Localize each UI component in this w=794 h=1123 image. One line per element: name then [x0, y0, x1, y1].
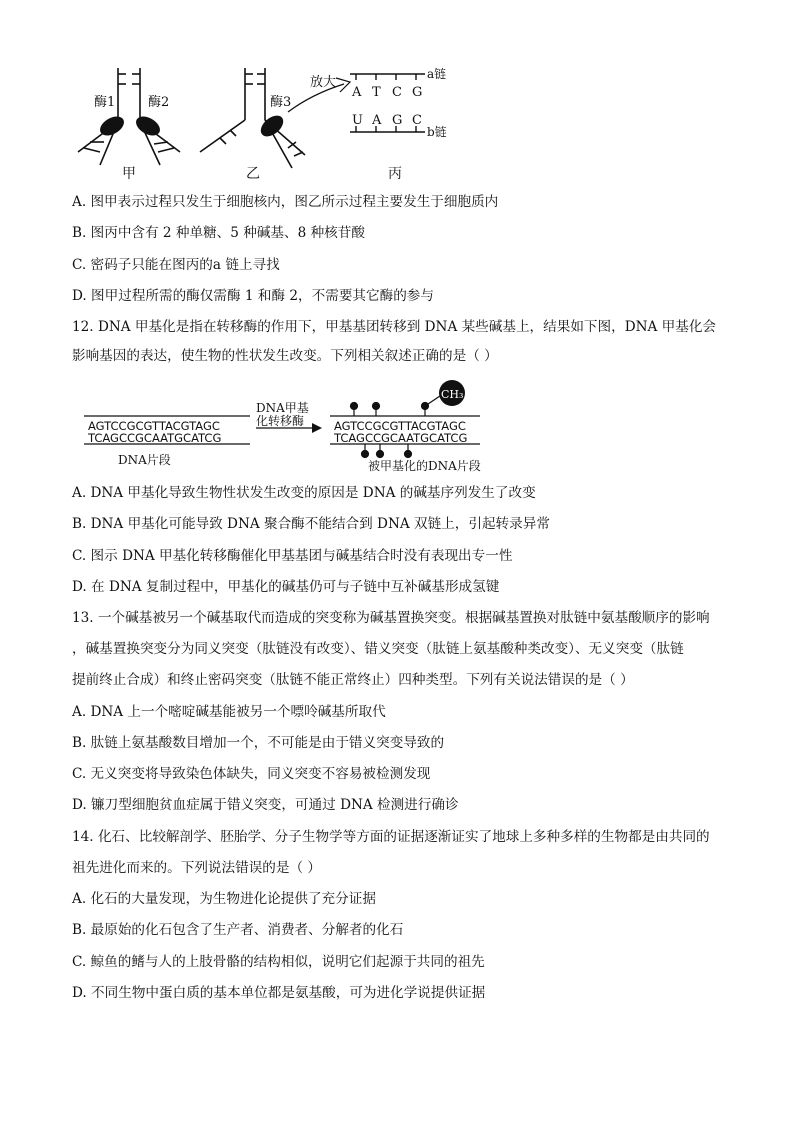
- right-seq-top: AGTCCGCGTTACGTAGC: [334, 419, 466, 433]
- left-seq-bottom: TCAGCCGCAATGCATCG: [88, 431, 222, 445]
- figure-yi: [200, 68, 305, 168]
- arrow-label-2: 化转移酶: [256, 414, 305, 428]
- q14-stem-line2: 祖先进化而来的。下列说法错误的是（ ）: [72, 860, 322, 876]
- strand-b-base-3: G: [392, 113, 403, 128]
- strand-a-base-2: T: [372, 85, 381, 100]
- dna-fragment-label: DNA片段: [118, 453, 171, 467]
- q14-option-a: A. 化石的大量发现，为生物进化论提供了充分证据: [72, 891, 376, 907]
- dna-methylation-figure: [82, 378, 502, 478]
- q12-option-a: A. DNA 甲基化导致生物性状发生改变的原因是 DNA 的碱基序列发生了改变: [72, 485, 536, 501]
- q13-option-b: B. 肽链上氨基酸数目增加一个，不可能是由于错义突变导致的: [72, 735, 445, 751]
- magnify-label: 放大: [310, 75, 337, 90]
- q13-stem-line1: 13. 一个碱基被另一个碱基取代而造成的突变称为碱基置换突变。根据碱基置换对肽链中氨基酸顺序的影响: [72, 610, 710, 626]
- strand-a-base-4: G: [412, 85, 423, 100]
- caption-jia: 甲: [122, 166, 136, 182]
- arrow-label-1: DNA甲基: [256, 401, 309, 415]
- figure-jia: [78, 68, 180, 165]
- strand-b-base-4: C: [412, 113, 422, 128]
- q14-stem-line1: 14. 化石、比较解剖学、胚胎学、分子生物学等方面的证据逐渐证实了地球上多种多样的生物都是由共同的: [72, 829, 710, 845]
- q11-option-b: B. 图丙中含有 2 种单糖、5 种碱基、8 种核苷酸: [72, 225, 365, 241]
- q14-option-c: C. 鲸鱼的鳍与人的上肢骨骼的结构相似，说明它们起源于共同的祖先: [72, 954, 485, 970]
- methyl-marks-top: [351, 396, 441, 416]
- enzyme1-label: 酶1: [94, 95, 116, 110]
- strand-a-base-3: C: [392, 85, 402, 100]
- caption-bing: 丙: [388, 166, 402, 182]
- strand-b-label: b链: [427, 125, 447, 139]
- q13-option-c: C. 无义突变将导致染色体缺失，同义突变不容易被检测发现: [72, 766, 431, 782]
- q12-option-c: C. 图示 DNA 甲基化转移酶催化甲基基团与碱基结合时没有表现出专一性: [72, 548, 513, 564]
- strand-b-base-2: A: [372, 113, 382, 128]
- q13-option-a: A. DNA 上一个嘧啶碱基能被另一个嘌呤碱基所取代: [72, 704, 386, 720]
- replication-transcription-figure: [60, 60, 480, 185]
- left-seq-top: AGTCCGCGTTACGTAGC: [88, 419, 220, 433]
- q14-option-b: B. 最原始的化石包含了生产者、消费者、分解者的化石: [72, 922, 404, 938]
- methyl-group-label: CH₃: [441, 388, 464, 401]
- q11-option-d: D. 图甲过程所需的酶仅需酶 1 和酶 2，不需要其它酶的参与: [72, 288, 434, 304]
- enzyme3-label: 酶3: [270, 95, 292, 110]
- q11-option-a: A. 图甲表示过程只发生于细胞核内，图乙所示过程主要发生于细胞质内: [72, 194, 499, 210]
- methyl-marks-bottom: [362, 444, 412, 458]
- strand-a-base-1: A: [352, 85, 362, 100]
- strand-b-base-1: U: [352, 113, 363, 128]
- strand-a-label: a链: [427, 67, 447, 81]
- q12-option-d: D. 在 DNA 复制过程中，甲基化的碱基仍可与子链中互补碱基形成氢键: [72, 579, 500, 595]
- q14-option-d: D. 不同生物中蛋白质的基本单位都是氨基酸，可为进化学说提供证据: [72, 985, 486, 1001]
- q12-stem-line2: 影响基因的表达，使生物的性状发生改变。下列相关叙述正确的是（ ）: [72, 348, 498, 364]
- q12-stem-line1: 12. DNA 甲基化是指在转移酶的作用下，甲基基团转移到 DNA 某些碱基上，结果如下图，DNA 甲基化会: [72, 319, 717, 335]
- q12-option-b: B. DNA 甲基化可能导致 DNA 聚合酶不能结合到 DNA 双链上，引起转录异常: [72, 516, 550, 532]
- right-seq-bottom: TCAGCCGCAATGCATCG: [334, 431, 468, 445]
- caption-yi: 乙: [246, 166, 260, 182]
- methylated-dna-label: 被甲基化的DNA片段: [368, 459, 481, 473]
- enzyme2-label: 酶2: [148, 95, 170, 110]
- q13-stem-line2: ，碱基置换突变分为同义突变（肽链没有改变）、错义突变（肽链上氨基酸种类改变）、无义突变（肽链: [72, 641, 684, 657]
- q13-option-d: D. 镰刀型细胞贫血症属于错义突变，可通过 DNA 检测进行确诊: [72, 797, 459, 813]
- q11-option-c: C. 密码子只能在图丙的a 链上寻找: [72, 257, 280, 273]
- q13-stem-line3: 提前终止合成）和终止密码突变（肽链不能正常终止）四种类型。下列有关说法错误的是（ ）: [72, 672, 634, 688]
